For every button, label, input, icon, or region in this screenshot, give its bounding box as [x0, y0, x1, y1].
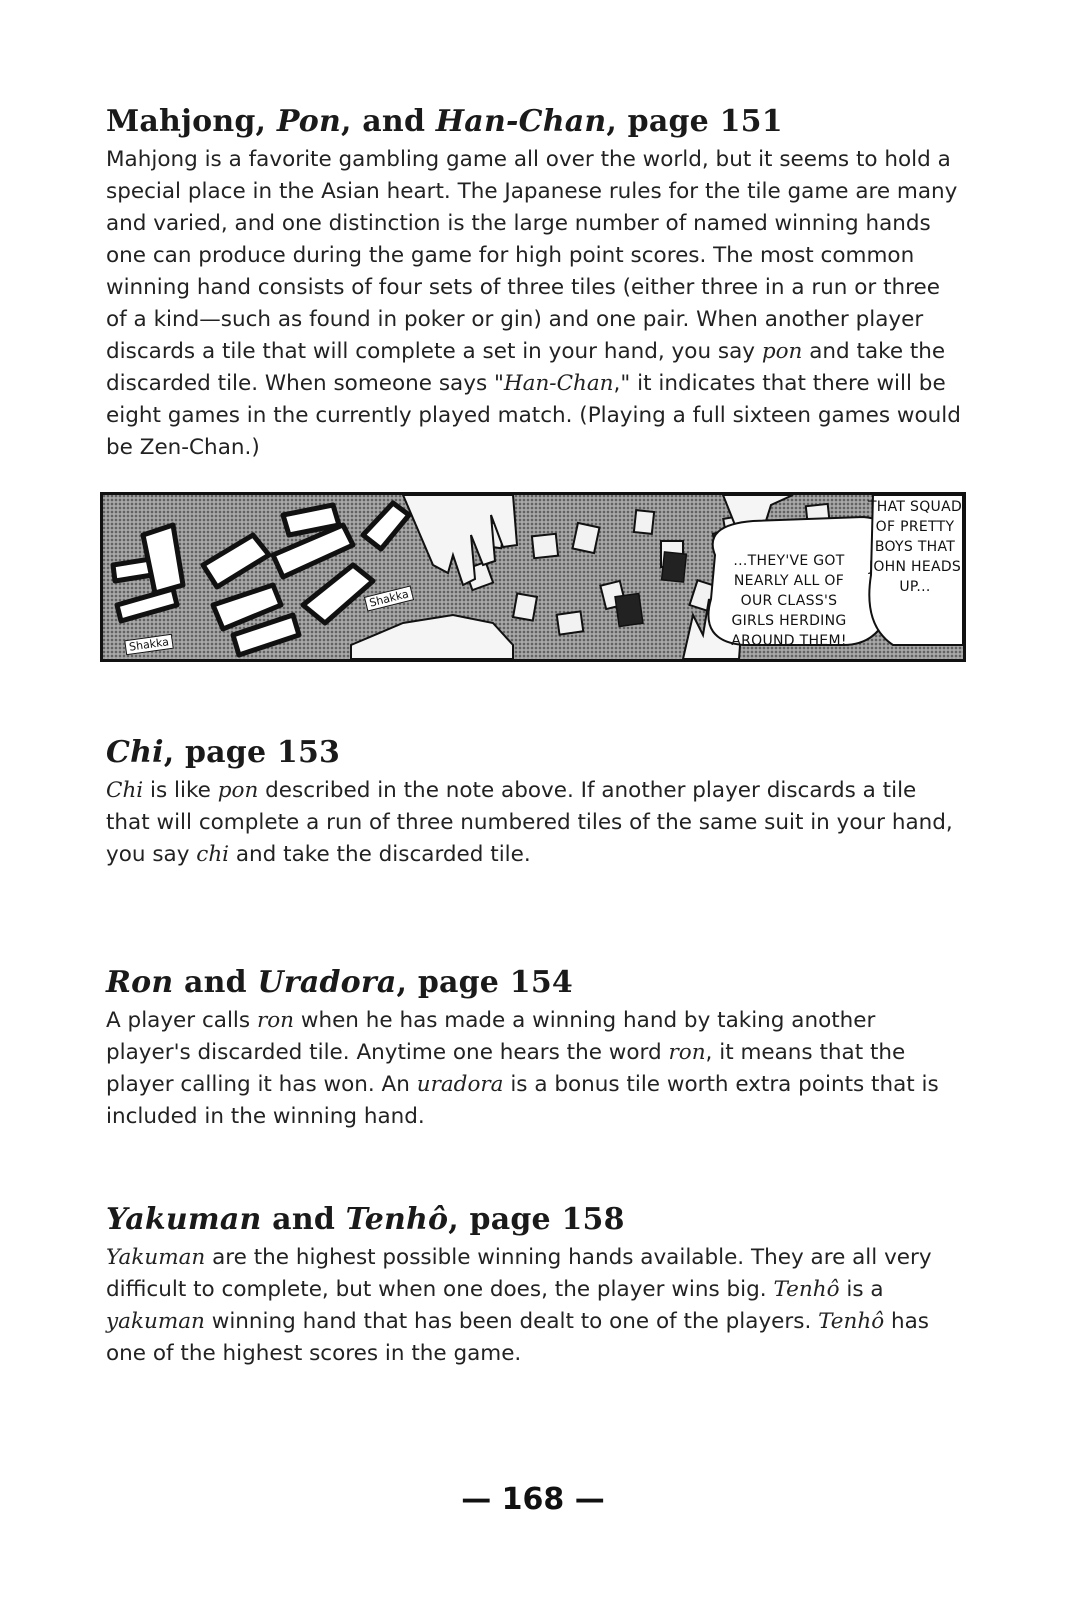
paragraph-term: pon: [761, 339, 803, 364]
manga-panel: [100, 492, 966, 662]
note-paragraph: [106, 775, 966, 871]
note-paragraph: [106, 1005, 966, 1133]
paragraph-term: Han-Chan: [503, 371, 614, 396]
paragraph-text: is like: [143, 778, 218, 803]
sfx-label: Shakka: [124, 634, 174, 656]
paragraph-text: winning hand that has been dealt to one of the players.: [204, 1309, 819, 1334]
note-section-chi: [106, 735, 966, 871]
heading-text: and: [173, 965, 258, 1000]
heading-term: Uradora: [257, 965, 397, 1000]
heading-term: Han-Chan: [435, 104, 607, 139]
heading-text: , page 158: [448, 1202, 625, 1237]
heading-text: , and: [341, 104, 436, 139]
paragraph-term: yakuman: [106, 1309, 205, 1334]
paragraph-text: , it means that the player calling it has won. An: [106, 1040, 906, 1097]
note-paragraph: [106, 1242, 966, 1370]
note-section-ron: [106, 965, 966, 1133]
paragraph-text: is a: [839, 1277, 884, 1302]
heading-text: , page 154: [396, 965, 573, 1000]
paragraph-text: when he has made a winning hand by taking another player's discarded tile. Anytime one hears the word: [106, 1008, 876, 1065]
paragraph-text: is a bonus tile worth extra points that is included in the winning hand.: [106, 1072, 939, 1129]
page-number: — 168 —: [461, 1482, 605, 1517]
paragraph-term: Chi: [106, 778, 144, 803]
paragraph-term: Yakuman: [106, 1245, 206, 1270]
paragraph-text: ," it indicates that there will be eight games in the currently played match. (Playing a full sixteen games would be Zen-Chan.): [106, 371, 961, 460]
heading-term: Ron: [106, 965, 174, 1000]
heading-text: , page 153: [163, 735, 341, 770]
note-section-yakuman: [106, 1202, 966, 1370]
note-paragraph: [106, 144, 966, 464]
heading-text: Mahjong,: [106, 104, 277, 139]
note-heading: [106, 965, 966, 1001]
heading-term: Yakuman: [106, 1202, 262, 1237]
heading-term: Tenhô: [345, 1202, 449, 1237]
paragraph-term: chi: [196, 842, 230, 867]
sfx-label: Shakka: [364, 585, 414, 611]
speech-bubble-text-right: THAT SQUAD OF PRETTY BOYS THAT JOHN HEADS UP...: [867, 499, 963, 595]
note-heading: [106, 1202, 966, 1238]
note-heading: [106, 735, 966, 771]
heading-text: , page 151: [606, 104, 783, 139]
paragraph-term: uradora: [416, 1072, 504, 1097]
paragraph-text: are the highest possible winning hands available. They are all very difficult to complete, but when one does, the player wins big.: [106, 1245, 932, 1302]
speech-bubble-text-left: ...THEY'VE GOT NEARLY ALL OF OUR CLASS'S GIRLS HERDING AROUND THEM!: [731, 553, 847, 649]
paragraph-text: and take the discarded tile.: [229, 842, 531, 867]
heading-text: and: [261, 1202, 346, 1237]
paragraph-term: ron: [668, 1040, 706, 1065]
paragraph-text: described in the note above. If another player discards a tile that will complete a run of three numbered tiles of the same suit in your hand, you say: [106, 778, 953, 867]
paragraph-text: A player calls: [106, 1008, 257, 1033]
heading-term: Pon: [276, 104, 341, 139]
note-section-mahjong: [106, 104, 966, 464]
paragraph-text: Mahjong is a favorite gambling game all over the world, but it seems to hold a special place in the Asian heart. The Japanese rules for the tile game are many and varied, and one distinction is the large number of named winning hands one can produce during the game for high point scores. The most common winning hand consists of four sets of three tiles (either three in a run or three of a kind—such as found in poker or gin) and one pair. When another player discards a tile that will complete a set in your hand, you say: [106, 147, 958, 364]
paragraph-text: has one of the highest scores in the game.: [106, 1309, 930, 1366]
paragraph-term: Tenhô: [818, 1309, 885, 1334]
paragraph-term: Tenhô: [773, 1277, 840, 1302]
heading-term: Chi: [106, 735, 164, 770]
paragraph-term: ron: [256, 1008, 295, 1033]
paragraph-term: pon: [217, 778, 259, 803]
paragraph-text: and take the discarded tile. When someone says ": [106, 339, 946, 396]
note-heading: [106, 104, 966, 140]
